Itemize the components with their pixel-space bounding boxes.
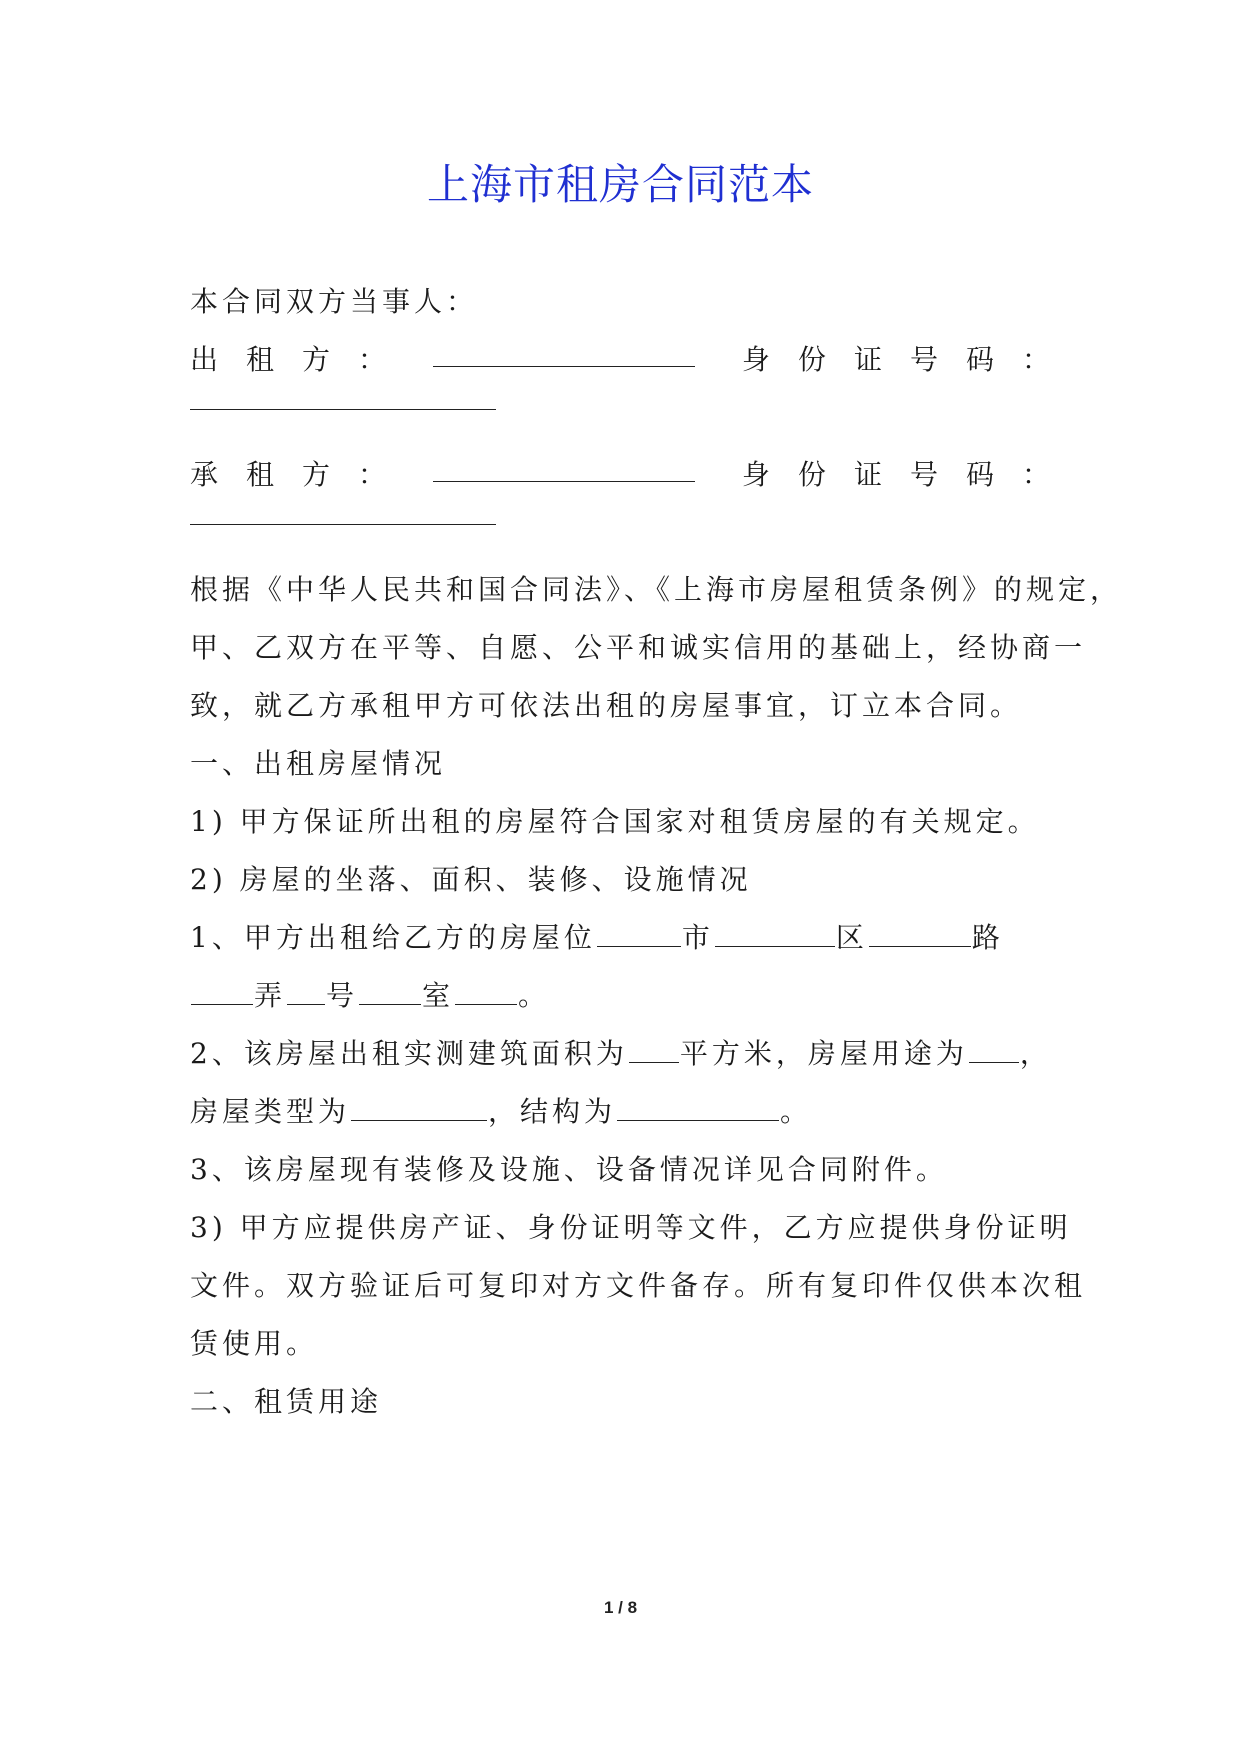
lane-label: 弄 <box>254 979 287 1012</box>
number-label: 号 <box>326 979 359 1012</box>
lessee-name-blank[interactable] <box>433 455 695 482</box>
lessor-name-blank[interactable] <box>433 340 695 367</box>
district-blank[interactable] <box>715 922 835 947</box>
clause-1-line-2 <box>190 976 550 1016</box>
basis-line-1: 根据《中华人民共和国合同法》、《上海市房屋租赁条例》的规定， <box>190 573 1123 606</box>
lessor-label: 出 租 方 ： <box>190 343 387 376</box>
section-heading-2: 二、租赁用途 <box>190 1385 383 1418</box>
clause-2-unit: 平方米，房屋用途为 <box>679 1037 968 1070</box>
page-number: 1 / 8 <box>603 1598 638 1617</box>
lane-blank[interactable] <box>191 980 253 1005</box>
document-title: 上海市租房合同范本 <box>426 160 814 209</box>
parties-intro: 本合同双方当事人： <box>190 285 479 318</box>
clause-1-line-1 <box>190 918 1004 958</box>
lessor-id-blank[interactable] <box>190 408 496 410</box>
lessee-row <box>190 455 1050 495</box>
city-blank[interactable] <box>597 922 681 947</box>
structure-blank[interactable] <box>617 1096 779 1121</box>
clause-2-prefix: 2、该房屋出租实测建筑面积为 <box>190 1037 628 1070</box>
road-blank[interactable] <box>869 922 971 947</box>
item-3-line-3: 赁使用。 <box>190 1327 319 1360</box>
item-3-line-1: 3) 甲方应提供房产证、身份证明等文件，乙方应提供身份证明 <box>190 1211 1072 1244</box>
lessee-label: 承 租 方 ： <box>190 458 387 491</box>
type-label: 房屋类型为 <box>190 1095 351 1128</box>
item-3-line-2: 文件。双方验证后可复印对方文件备存。所有复印件仅供本次租 <box>190 1269 1087 1302</box>
clause-2-comma: ， <box>1019 1037 1052 1070</box>
clause-2-end: 。 <box>780 1095 813 1128</box>
clause-1-prefix: 1、甲方出租给乙方的房屋位 <box>190 921 596 954</box>
district-label: 区 <box>835 921 868 954</box>
address-extra-blank[interactable] <box>455 980 517 1005</box>
item-1: 1) 甲方保证所出租的房屋符合国家对租赁房屋的有关规定。 <box>190 805 1040 838</box>
area-blank[interactable] <box>629 1038 679 1063</box>
basis-line-3: 致，就乙方承租甲方可依法出租的房屋事宜，订立本合同。 <box>190 689 1023 722</box>
lessor-row <box>190 340 1050 380</box>
item-2: 2) 房屋的坐落、面积、装修、设施情况 <box>190 863 752 896</box>
lessor-id-label: 身 份 证 号 码 ： <box>741 343 1050 376</box>
city-label: 市 <box>681 921 714 954</box>
clause-2-line-1 <box>190 1034 1052 1074</box>
type-blank[interactable] <box>351 1096 487 1121</box>
basis-line-2: 甲、乙双方在平等、自愿、公平和诚实信用的基础上，经协商一 <box>190 631 1087 664</box>
section-heading-1: 一、出租房屋情况 <box>190 747 447 780</box>
clause-1-end: 。 <box>518 979 551 1012</box>
room-label: 室 <box>422 979 455 1012</box>
clause-2-line-2 <box>190 1092 812 1132</box>
road-label: 路 <box>971 921 1004 954</box>
lessee-id-label: 身 份 证 号 码 ： <box>741 458 1050 491</box>
lessee-id-blank[interactable] <box>190 523 496 525</box>
number-blank[interactable] <box>287 980 325 1005</box>
structure-label: ，结构为 <box>488 1095 617 1128</box>
clause-3: 3、该房屋现有装修及设施、设备情况详见合同附件。 <box>190 1153 948 1186</box>
usage-blank[interactable] <box>969 1038 1019 1063</box>
room-blank[interactable] <box>359 980 421 1005</box>
